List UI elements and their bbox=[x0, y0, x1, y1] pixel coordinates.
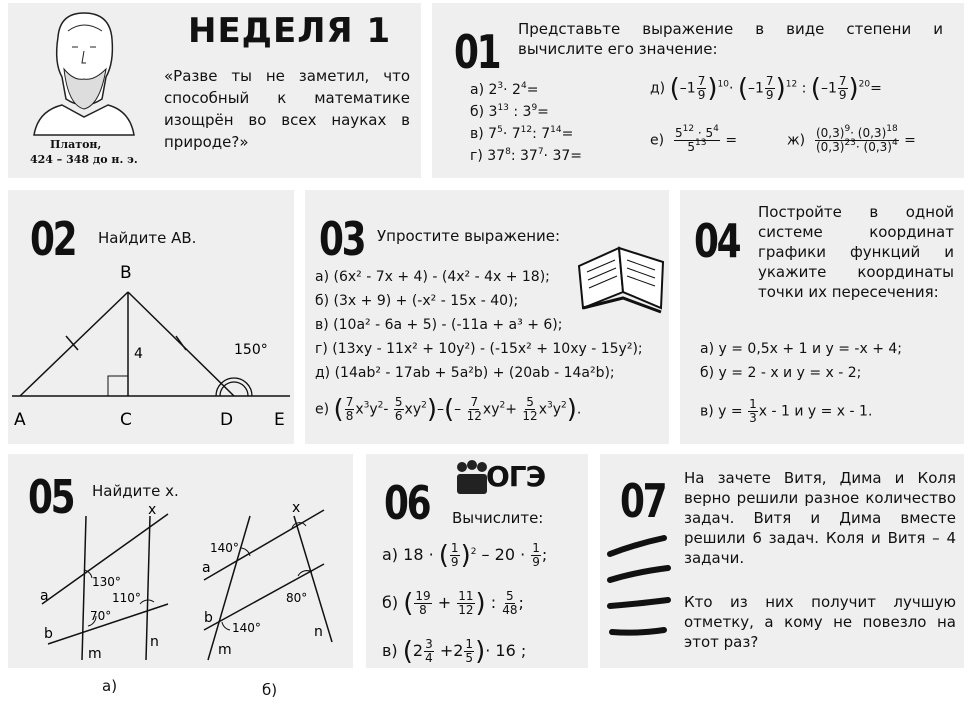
svg-text:a: a bbox=[40, 588, 49, 604]
parallel-lines-figures bbox=[8, 454, 353, 668]
author-name: Платон, bbox=[50, 138, 102, 151]
svg-text:110°: 110° bbox=[112, 591, 141, 605]
week-title: НЕДЕЛЯ 1 bbox=[188, 11, 392, 51]
task-06-c: в) (2 $\frac{3}{4}$ +2 $\frac{1}{5}$ )· 16 ; bbox=[382, 636, 527, 667]
task-04-c: в) y = $\frac{1}{3}$ x - 1 и y = x - 1. bbox=[700, 397, 873, 425]
task-04-a: а) y = 0,5x + 1 и y = -x + 4; bbox=[700, 341, 903, 357]
panel-task-03 bbox=[305, 190, 669, 444]
svg-text:m: m bbox=[88, 646, 102, 662]
task-03-f: е) ( $\frac{7}{8}$ $x^3y^2-$ $\frac{5}{6}$ $xy^2)-(-$ $\frac{7}{12}$ $xy^2+$ $\frac{5}{12}$ $x^3y^2$). bbox=[315, 394, 582, 425]
point-c-label: C bbox=[120, 410, 132, 430]
panel-task-05 bbox=[8, 454, 353, 668]
panel-task-06 bbox=[366, 454, 588, 668]
task-03-e-line: д) (14ab² - 17ab + 5a²b) + (20ab - 14a²b); bbox=[315, 365, 615, 381]
panel-task-01 bbox=[432, 3, 964, 178]
task-number-01: 01 bbox=[454, 25, 500, 79]
svg-text:130°: 130° bbox=[92, 575, 121, 589]
point-a-label: A bbox=[14, 410, 26, 430]
task-number-04: 04 bbox=[694, 214, 740, 268]
task-07-text-2: Кто из них получит лучшую отметку, а кому не повезло на этот раз? bbox=[684, 593, 956, 651]
task-03-d: г) (13xy - 11x² + 10y²) - (-15x² + 10xy - 15y²); bbox=[315, 341, 643, 357]
task-01-g: ж) $\frac{(0,3)^9\cdot (0,3)^{18}}{(0,3)^{23}\cdot (0,3)^4}$ = bbox=[787, 124, 916, 154]
svg-text:n: n bbox=[150, 634, 159, 650]
task-01-b: б) $3^{13}$ : $3^9=$ bbox=[470, 103, 549, 120]
task-06-a: а) 18 · ( $\frac{1}{9}$ )$^2$ – 20 · $\frac{1}{9}$ ; bbox=[382, 540, 548, 571]
point-d-label: D bbox=[220, 410, 234, 430]
task-04-b: б) y = 2 - x и y = x - 2; bbox=[700, 365, 862, 381]
people-logo-icon bbox=[454, 460, 490, 494]
svg-text:a: a bbox=[202, 560, 211, 576]
task-01-a: а) $2^3\cdot 2^4=$ bbox=[470, 81, 539, 98]
task-06-text: Вычислите: bbox=[452, 509, 544, 527]
task-01-c: в) $7^5\cdot 7^{12}$: $7^{14}=$ bbox=[470, 125, 574, 142]
point-b-label: B bbox=[120, 263, 132, 283]
task-number-06: 06 bbox=[384, 476, 430, 530]
task-number-05: 05 bbox=[28, 470, 74, 524]
task-01-e: д) (–1 $\frac{7}{9}$ )$^{10}$· (–1 $\frac{7}{9}$ )$^{12}$ : (–1 $\frac{7}{9}$ )$^{20}$= bbox=[650, 73, 882, 104]
speed-lines-decoration bbox=[606, 534, 676, 654]
plato-bust-illustration bbox=[28, 7, 138, 137]
svg-text:80°: 80° bbox=[286, 591, 308, 605]
angle-label: 150° bbox=[234, 342, 268, 358]
task-03-c: в) (10a² - 6a + 5) - (-11a + a³ + 6); bbox=[315, 317, 563, 333]
task-01-text: Представьте выражение в виде степени и вычислите его значение: bbox=[518, 20, 943, 58]
svg-text:140°: 140° bbox=[210, 541, 239, 555]
panel-header bbox=[8, 3, 421, 178]
triangle-figure bbox=[8, 190, 294, 444]
svg-text:x: x bbox=[148, 502, 157, 518]
svg-text:m: m bbox=[218, 642, 232, 658]
oge-badge: ОГЭ bbox=[486, 460, 546, 493]
panel-task-02 bbox=[8, 190, 294, 444]
height-label: 4 bbox=[134, 346, 143, 362]
task-01-f: е) $\frac{5^{12} \cdot 5^4}{5^{13}}$ = bbox=[650, 124, 738, 154]
plato-quote: «Разве ты не заметил, что способный к математике изощрён во всех науках в природе?» bbox=[164, 67, 410, 151]
figure-a-label: а) bbox=[102, 677, 118, 695]
svg-text:x: x bbox=[292, 500, 301, 516]
task-02-text: Найдите AB. bbox=[98, 229, 197, 247]
book-icon bbox=[575, 236, 669, 316]
task-number-07: 07 bbox=[620, 474, 666, 528]
panel-task-04 bbox=[680, 190, 964, 444]
task-number-02: 02 bbox=[30, 212, 76, 266]
svg-text:70°: 70° bbox=[90, 609, 112, 623]
task-04-text: Постройте в одной системе координат графики функций и укажите координаты точки их пересечения: bbox=[758, 203, 954, 301]
task-01-d: г) $37^8$: $37^7\cdot 37=$ bbox=[470, 147, 582, 164]
point-e-label: E bbox=[274, 410, 285, 430]
svg-text:140°: 140° bbox=[232, 621, 261, 635]
task-number-03: 03 bbox=[319, 212, 365, 266]
figure-b-label: б) bbox=[262, 681, 278, 699]
task-03-a: а) (6x² - 7x + 4) - (4x² - 4x + 18); bbox=[315, 269, 550, 285]
task-03-text: Упростите выражение: bbox=[377, 227, 561, 245]
panel-task-07 bbox=[600, 454, 964, 668]
author-years: 424 – 348 до н. э. bbox=[30, 153, 138, 166]
task-05-text: Найдите x. bbox=[92, 482, 179, 500]
task-06-b: б) ( $\frac{19}{8}$ + $\frac{11}{12}$ ) : $\frac{5}{48}$ ; bbox=[382, 588, 524, 619]
task-03-b: б) (3x + 9) + (-x² - 15x - 40); bbox=[315, 293, 519, 309]
svg-text:b: b bbox=[44, 626, 53, 642]
task-07-text-1: На зачете Витя, Дима и Коля верно решили разное количество задач. Витя и Дима вместе решили 6 задач. Коля и Витя – 4 задачи. bbox=[684, 469, 956, 567]
svg-text:b: b bbox=[204, 610, 213, 626]
svg-text:n: n bbox=[314, 624, 323, 640]
